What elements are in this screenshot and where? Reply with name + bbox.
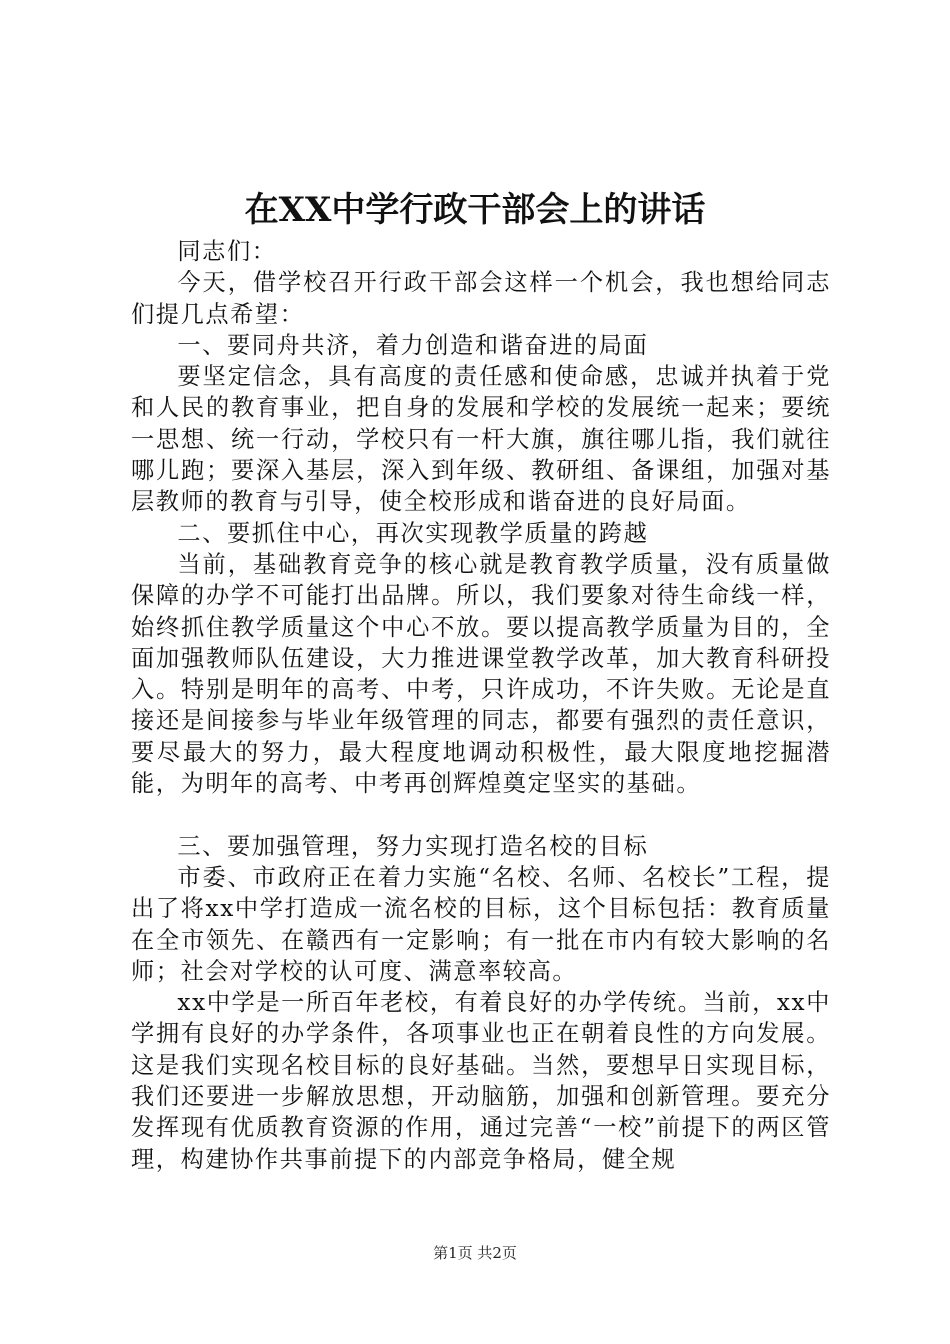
intro-paragraph: 今天，借学校召开行政干部会这样一个机会，我也想给同志们提几点希望： bbox=[131, 269, 831, 328]
section-heading-3: 三、要加强管理，努力实现打造名校的目标 bbox=[177, 832, 649, 860]
section-paragraph-1: 要坚定信念，具有高度的责任感和使命感，忠诚并执着于党和人民的教育事业，把自身的发展和学校的发展统一起来；要统一思想、统一行动，学校只有一杆大旗，旗往哪儿指，我们就往哪儿跑；要深入基层，深入到年级、教研组、备课组，加强对基层教师的教育与引导，使全校形成和谐奋进的良好局面。 bbox=[131, 363, 831, 516]
section-paragraph-2: 当前，基础教育竞争的核心就是教育教学质量，没有质量做保障的办学不可能打出品牌。所以，我们要象对待生命线一样，始终抓住教学质量这个中心不放。要以提高教学质量为目的，全面加强教师队伍建设，大力推进课堂教学改革，加大教育科研投入。特别是明年的高考、中考，只许成功，不许失败。无论是直接还是间接参与毕业年级管理的同志，都要有强烈的责任意识，要尽最大的努力，最大程度地调动积极性，最大限度地挖掘潜能，为明年的高考、中考再创辉煌奠定坚实的基础。 bbox=[131, 550, 831, 798]
greeting-paragraph: 同志们： bbox=[177, 238, 277, 265]
section-paragraph-3: 市委、市政府正在着力实施“名校、名师、名校长”工程，提出了将xx中学打造成一流名校的目标，这个目标包括：教育质量在全市领先、在赣西有一定影响；有一批在市内有较大影响的名师；社会对学校的认可度、满意率较高。 bbox=[131, 863, 831, 985]
paragraph-gap bbox=[131, 799, 831, 830]
section-paragraph-4: xx中学是一所百年老校，有着良好的办学传统。当前，xx中学拥有良好的办学条件，各项事业也正在朝着良性的方向发展。这是我们实现名校目标的良好基础。当然，要想早日实现目标，我们还要进一步解放思想，开动脑筋，加强和创新管理。要充分发挥现有优质教育资源的作用，通过完善“一校”前提下的两区管理，构建协作共事前提下的内部竞争格局，健全规 bbox=[131, 989, 831, 1173]
document-body bbox=[131, 236, 831, 1175]
document-title: 在XX中学行政干部会上的讲话 bbox=[244, 190, 706, 230]
section-heading-1: 一、要同舟共济，着力创造和谐奋进的局面 bbox=[177, 331, 649, 359]
section-heading-2: 二、要抓住中心，再次实现教学质量的跨越 bbox=[177, 519, 649, 547]
page-footer: 第1页 共2页 bbox=[433, 1244, 517, 1262]
